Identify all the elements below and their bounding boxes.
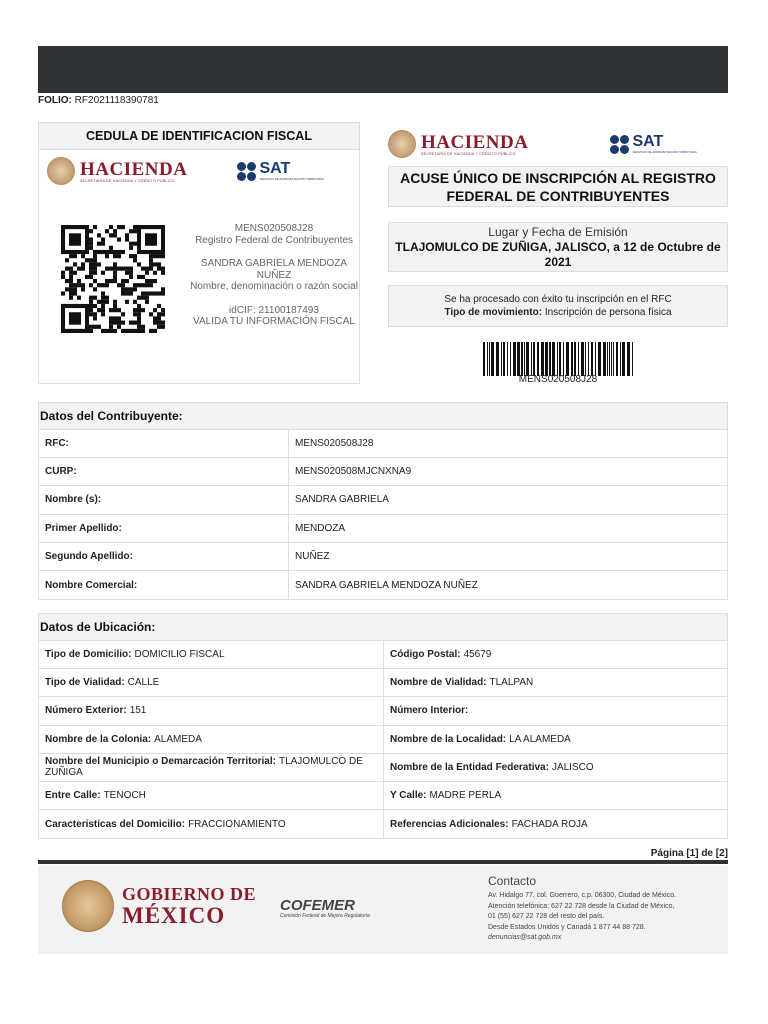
cedula-name: SANDRA GABRIELA MENDOZA NUÑEZ (200, 258, 348, 281)
field-left: Tipo de Domicilio: DOMICILIO FISCAL (39, 641, 384, 668)
table-row (39, 754, 727, 782)
hacienda-seal-icon (388, 130, 416, 158)
acuse-title: ACUSE ÚNICO DE INSCRIPCIÓN AL REGISTRO FEDERAL DE CONTRIBUYENTES (388, 166, 728, 207)
cedula-rfc: MENS020508J28 (234, 223, 314, 234)
cedula-name-caption: Nombre, denominación o razón social (190, 281, 358, 292)
cedula-title: CEDULA DE IDENTIFICACION FISCAL (39, 123, 359, 150)
footer (38, 866, 728, 954)
header-bar (38, 46, 728, 93)
ubicacion-title: Datos de Ubicación: (39, 614, 727, 641)
row-label: Segundo Apellido: (39, 543, 289, 570)
field-right: Código Postal: 45679 (390, 649, 492, 661)
hacienda-logo: HACIENDA SECRETARÍA DE HACIENDA Y CRÉDITO PÚBLICO (47, 157, 187, 185)
contacto-email[interactable]: denuncias@sat.gob.mx (488, 934, 562, 941)
table-row (39, 697, 727, 725)
table-row (39, 810, 727, 838)
cedula-valida: VALIDA TU INFORMACIÓN FISCAL (193, 316, 355, 327)
table-row (39, 515, 727, 543)
contribuyente-section (38, 402, 728, 600)
procesado-box (388, 285, 728, 327)
gobierno-seal-icon (62, 880, 114, 932)
field-right: Nombre de la Entidad Federativa: JALISCO (390, 761, 594, 773)
contacto-title: Contacto (488, 874, 537, 888)
hacienda-seal-icon (47, 157, 75, 185)
field-right: Nombre de la Localidad: LA ALAMEDA (390, 733, 571, 745)
contacto (488, 874, 718, 944)
contacto-line: 01 (55) 627 22 728 del resto del país. (488, 913, 605, 920)
barcode (483, 342, 633, 376)
barcode-text: MENS020508J28 (518, 374, 598, 385)
cedula-info (189, 223, 359, 328)
cedula-rfc-caption: Registro Federal de Contribuyentes (195, 234, 353, 246)
contribuyente-title: Datos del Contribuyente: (39, 403, 727, 430)
gobierno-logo: GOBIERNO DE MÉXICO (62, 880, 256, 932)
row-label: RFC: (39, 430, 289, 457)
cedula-idcif: idCIF: 21100187493 (229, 304, 319, 316)
row-label: CURP: (39, 458, 289, 485)
table-row (39, 782, 727, 810)
hacienda-logo: HACIENDA SECRETARÍA DE HACIENDA Y CRÉDITO PÚBLICO (388, 130, 528, 158)
contacto-line: Atención telefónica: 627 22 728 desde la Ciudad de México, (488, 902, 675, 910)
cedula-card (38, 122, 360, 384)
row-value: NUÑEZ (295, 550, 330, 562)
table-row (39, 669, 727, 697)
row-value: MENDOZA (295, 522, 345, 534)
sat-logo: SAT SERVICIO DE ADMINISTRACIÓN TRIBUTARIA (610, 134, 696, 154)
field-left: Número Exterior: 151 (39, 697, 384, 724)
row-label: Nombre (s): (39, 486, 289, 513)
row-value: SANDRA GABRIELA MENDOZA NUÑEZ (295, 579, 478, 591)
contacto-line: Desde Estados Unidos y Canadá 1 877 44 88 728. (488, 923, 646, 931)
field-left: Nombre de la Colonia: ALAMEDA (39, 726, 384, 753)
field-right: Nombre de Vialidad: TLALPAN (390, 677, 534, 689)
ubicacion-section (38, 613, 728, 839)
table-row (39, 486, 727, 514)
row-value: SANDRA GABRIELA (295, 494, 389, 506)
field-left: Tipo de Vialidad: CALLE (39, 669, 384, 696)
field-right: Número Interior: (390, 705, 469, 717)
lugar-fecha (388, 222, 728, 272)
table-row (39, 571, 727, 599)
footer-divider (38, 860, 728, 864)
row-label: Primer Apellido: (39, 515, 289, 542)
field-left: Caracteristicas del Domicilio: FRACCIONAMIENTO (39, 810, 384, 838)
field-right: Y Calle: MADRE PERLA (390, 790, 502, 802)
procesado-text: Se ha procesado con éxito tu inscripción en el RFC (444, 294, 672, 305)
row-value: MENS020508MJCNXNA9 (295, 466, 412, 478)
cedula-logos (47, 153, 353, 189)
row-label: Nombre Comercial: (39, 571, 289, 599)
table-row (39, 458, 727, 486)
movimiento: Tipo de movimiento: Inscripción de persona física (444, 307, 672, 318)
contacto-line: Av. Hidalgo 77, col. Guerrero, c.p. 06300, Ciudad de México. (488, 892, 677, 899)
lugar-value: TLAJOMULCO DE ZUÑIGA, JALISCO, a 12 de Octubre de 2021 (395, 240, 721, 269)
field-left: Nombre del Municipio o Demarcación Territorial: TLAJOMULCO DE ZUÑIGA (39, 754, 384, 781)
row-value: MENS020508J28 (295, 438, 374, 450)
sat-dots-icon (237, 162, 256, 181)
sat-logo: SAT SERVICIO DE ADMINISTRACIÓN TRIBUTARIA (237, 161, 323, 181)
lugar-label: Lugar y Fecha de Emisión (488, 225, 628, 239)
table-row (39, 641, 727, 669)
acuse-logos (388, 126, 728, 162)
field-left: Entre Calle: TENOCH (39, 782, 384, 809)
sat-dots-icon (610, 135, 629, 154)
table-row (39, 543, 727, 571)
field-right: Referencias Adicionales: FACHADA ROJA (390, 818, 588, 830)
qr-code (61, 225, 165, 333)
table-row (39, 726, 727, 754)
table-row (39, 430, 727, 458)
cofemer-logo: COFEMER Comisión Federal de Mejora Regulatoria (280, 897, 370, 919)
page-number: Página [1] de [2] (650, 848, 728, 859)
folio: FOLIO: RF2021118390781 (38, 95, 159, 106)
